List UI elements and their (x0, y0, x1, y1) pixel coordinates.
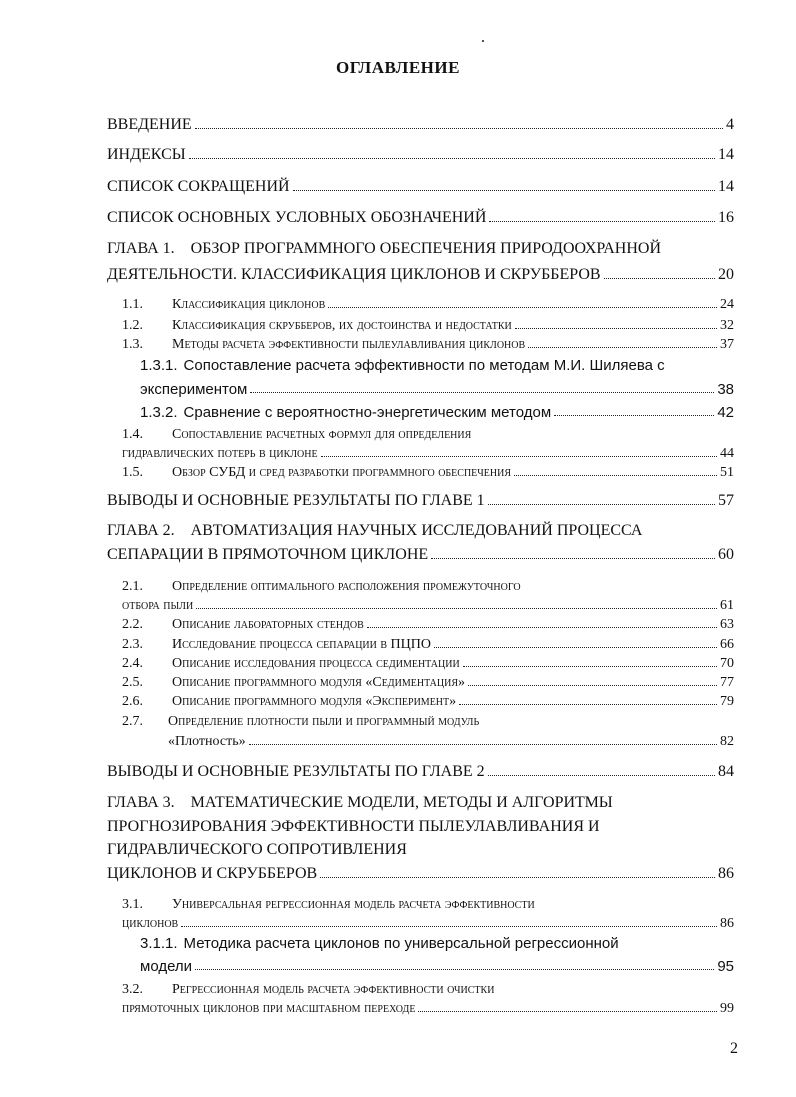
toc-subsection-3-1-1[interactable] (140, 935, 734, 952)
toc-section-1-3[interactable] (122, 337, 734, 353)
toc-section-2-5[interactable] (122, 675, 734, 691)
toc-entry-indices[interactable] (107, 146, 734, 164)
toc-section-1-2[interactable] (122, 318, 734, 334)
dot-leader (249, 744, 717, 745)
section-number: 3.1. (122, 897, 143, 912)
toc-entry-label: МАТЕМАТИЧЕСКИЕ МОДЕЛИ, МЕТОДЫ И АЛГОРИТМЫ (190, 794, 613, 811)
page-title: ОГЛАВЛЕНИЕ (336, 58, 460, 77)
toc-section-2-6[interactable] (122, 694, 734, 710)
toc-entry-label: ГИДРАВЛИЧЕСКОГО СОПРОТИВЛЕНИЯ (107, 841, 407, 858)
subsection-number: 3.1.1. (140, 935, 178, 952)
toc-entry-page: 70 (720, 656, 734, 671)
toc-entry-label: Регрессионная модель расчета эффективности очистки (172, 982, 495, 997)
dot-leader (189, 158, 715, 159)
dot-leader (196, 608, 717, 609)
toc-entry-label: Обзор СУБД и сред разработки программного обеспечения (172, 465, 511, 480)
toc-entry-label: ЦИКЛОНОВ И СКРУББЕРОВ (107, 865, 318, 882)
toc-chapter-1-heading-cont[interactable] (107, 266, 734, 284)
toc-entry-page: 37 (720, 337, 734, 352)
toc-entry-page: 99 (720, 1001, 734, 1016)
dot-leader (515, 328, 717, 329)
toc-entry-label: «Плотность» (168, 734, 246, 749)
dot-leader (320, 877, 715, 878)
section-number: 1.1. (122, 297, 143, 312)
toc-chapter-2-heading-cont[interactable] (107, 546, 734, 564)
toc-chapter-2-heading[interactable] (107, 522, 734, 540)
toc-entry-introduction[interactable] (107, 116, 734, 134)
toc-entry-label: Методика расчета циклонов по универсальной регрессионной (183, 935, 619, 952)
toc-entry-page: 95 (717, 958, 734, 975)
toc-subsection-1-3-1-cont[interactable] (140, 381, 734, 398)
toc-entry-label: Сопоставление расчета эффективности по методам М.И. Шиляева с (183, 357, 665, 374)
toc-entry-page: 63 (720, 617, 734, 632)
toc-section-1-1[interactable] (122, 297, 734, 313)
toc-entry-page: 16 (718, 209, 734, 226)
page-number: 2 (730, 1040, 738, 1057)
section-number: 3.2. (122, 982, 143, 997)
toc-entry-page: 86 (718, 865, 734, 882)
toc-entry-label: ВЫВОДЫ И ОСНОВНЫЕ РЕЗУЛЬТАТЫ ПО ГЛАВЕ 2 (107, 763, 485, 780)
toc-chapter-3-heading[interactable] (107, 794, 734, 812)
dot-leader (528, 347, 717, 348)
toc-section-2-7-cont[interactable] (168, 734, 734, 750)
toc-entry-label: Сопоставление расчетных формул для определения (172, 427, 472, 442)
dot-leader (293, 190, 715, 191)
dot-leader (328, 307, 717, 308)
toc-entry-label: Описание программного модуля «Седиментация» (172, 675, 466, 690)
toc-section-1-4[interactable] (122, 427, 734, 443)
toc-entry-label: экспериментом (140, 381, 248, 398)
scan-speck (482, 40, 484, 42)
chapter-number: ГЛАВА 1. (107, 240, 175, 257)
section-number: 2.1. (122, 579, 143, 594)
dot-leader (195, 128, 723, 129)
toc-entry-label: гидравлических потерь в циклоне (122, 446, 318, 461)
toc-entry-conclusions-1[interactable] (107, 492, 734, 510)
toc-entry-conclusions-2[interactable] (107, 763, 734, 781)
dot-leader (418, 1011, 717, 1012)
section-number: 2.4. (122, 656, 143, 671)
dot-leader (459, 704, 717, 705)
toc-entry-page: 82 (720, 734, 734, 749)
dot-leader (250, 392, 714, 393)
section-number: 2.3. (122, 637, 143, 652)
toc-entry-label: Определение плотности пыли и программный модуль (168, 714, 480, 729)
dot-leader (489, 221, 715, 222)
section-number: 2.2. (122, 617, 143, 632)
toc-section-2-4[interactable] (122, 656, 734, 672)
toc-chapter-3-heading-cont[interactable] (107, 841, 734, 859)
toc-subsection-1-3-1[interactable] (140, 357, 734, 374)
dot-leader (604, 278, 715, 279)
section-number: 2.6. (122, 694, 143, 709)
chapter-number: ГЛАВА 2. (107, 522, 175, 539)
chapter-number: ГЛАВА 3. (107, 794, 175, 811)
toc-entry-label: ПРОГНОЗИРОВАНИЯ ЭФФЕКТИВНОСТИ ПЫЛЕУЛАВЛИВАНИЯ И (107, 818, 600, 835)
toc-entry-page: 24 (720, 297, 734, 312)
toc-entry-label: прямоточных циклонов при масштабном переходе (122, 1001, 416, 1016)
toc-entry-page: 38 (717, 381, 734, 398)
toc-entry-notation[interactable] (107, 209, 734, 227)
dot-leader (468, 685, 717, 686)
section-number: 2.7. (122, 714, 143, 729)
toc-entry-page: 77 (720, 675, 734, 690)
section-number: 1.3. (122, 337, 143, 352)
toc-entry-page: 86 (720, 916, 734, 931)
toc-section-3-1[interactable] (122, 897, 734, 913)
toc-entry-label: циклонов (122, 916, 179, 931)
section-number: 1.5. (122, 465, 143, 480)
toc-entry-page: 51 (720, 465, 734, 480)
toc-section-2-2[interactable] (122, 617, 734, 633)
subsection-number: 1.3.2. (140, 404, 178, 421)
toc-entry-label: Исследование процесса сепарации в ПЦПО (172, 637, 431, 652)
toc-entry-label: СЕПАРАЦИИ В ПРЯМОТОЧНОМ ЦИКЛОНЕ (107, 546, 429, 563)
dot-leader (195, 969, 714, 970)
toc-entry-page: 4 (726, 116, 734, 133)
toc-entry-label: Определение оптимального расположения промежуточного (172, 579, 521, 594)
toc-section-2-7[interactable] (122, 714, 734, 730)
toc-entry-page: 20 (718, 266, 734, 283)
toc-entry-page: 60 (718, 546, 734, 563)
toc-entry-label: Описание программного модуля «Эксперимент» (172, 694, 457, 709)
toc-entry-label: Методы расчета эффективности пылеулавливания циклонов (172, 337, 526, 352)
toc-entry-label: АВТОМАТИЗАЦИЯ НАУЧНЫХ ИССЛЕДОВАНИЙ ПРОЦЕССА (190, 522, 643, 539)
toc-entry-page: 14 (718, 178, 734, 195)
toc-entry-label: ДЕЯТЕЛЬНОСТИ. КЛАССИФИКАЦИЯ ЦИКЛОНОВ И СКРУББЕРОВ (107, 266, 601, 283)
dot-leader (488, 504, 715, 505)
section-number: 2.5. (122, 675, 143, 690)
toc-subsection-1-3-2[interactable] (140, 404, 734, 421)
toc-section-3-2-cont[interactable] (122, 1001, 734, 1017)
toc-entry-label: Классификация циклонов (172, 297, 326, 312)
toc-entry-label: ВВЕДЕНИЕ (107, 116, 192, 133)
toc-entry-label: Универсальная регрессионная модель расчета эффективности (172, 897, 535, 912)
dot-leader (434, 647, 717, 648)
toc-section-2-3[interactable] (122, 637, 734, 653)
toc-section-1-4-cont[interactable] (122, 446, 734, 462)
toc-section-3-2[interactable] (122, 982, 734, 998)
toc-section-2-1[interactable] (122, 579, 734, 595)
dot-leader (431, 558, 715, 559)
toc-entry-label: СПИСОК ОСНОВНЫХ УСЛОВНЫХ ОБОЗНАЧЕНИЙ (107, 209, 487, 226)
toc-section-2-1-cont[interactable] (122, 598, 734, 614)
toc-entry-abbreviations[interactable] (107, 178, 734, 196)
toc-entry-label: Описание лабораторных стендов (172, 617, 364, 632)
toc-entry-label: Сравнение с вероятностно-энергетическим методом (183, 404, 552, 421)
toc-section-3-1-cont[interactable] (122, 916, 734, 932)
toc-chapter-1-heading[interactable] (107, 240, 734, 258)
toc-entry-page: 84 (718, 763, 734, 780)
section-number: 1.4. (122, 427, 143, 442)
dot-leader (488, 775, 715, 776)
toc-entry-label: Классификация скрубберов, их достоинства и недостатки (172, 318, 512, 333)
toc-entry-page: 44 (720, 446, 734, 461)
toc-entry-page: 14 (718, 146, 734, 163)
dot-leader (181, 926, 717, 927)
toc-entry-page: 57 (718, 492, 734, 509)
toc-entry-label: ИНДЕКСЫ (107, 146, 186, 163)
toc-chapter-3-heading-cont[interactable] (107, 865, 734, 883)
toc-entry-label: отбора пыли (122, 598, 194, 613)
toc-entry-label: СПИСОК СОКРАЩЕНИЙ (107, 178, 290, 195)
toc-entry-page: 32 (720, 318, 734, 333)
dot-leader (463, 666, 717, 667)
dot-leader (321, 456, 717, 457)
toc-subsection-3-1-1-cont[interactable] (140, 958, 734, 975)
dot-leader (367, 627, 717, 628)
toc-entry-label: Описание исследования процесса седиментации (172, 656, 460, 671)
toc-section-1-5[interactable] (122, 465, 734, 481)
toc-entry-label: ОБЗОР ПРОГРАММНОГО ОБЕСПЕЧЕНИЯ ПРИРОДООХРАННОЙ (190, 240, 661, 257)
toc-entry-page: 61 (720, 598, 734, 613)
section-number: 1.2. (122, 318, 143, 333)
dot-leader (554, 415, 714, 416)
subsection-number: 1.3.1. (140, 357, 178, 374)
toc-entry-page: 66 (720, 637, 734, 652)
toc-entry-page: 42 (717, 404, 734, 421)
toc-entry-page: 79 (720, 694, 734, 709)
toc-entry-label: модели (140, 958, 193, 975)
toc-entry-label: ВЫВОДЫ И ОСНОВНЫЕ РЕЗУЛЬТАТЫ ПО ГЛАВЕ 1 (107, 492, 485, 509)
toc-chapter-3-heading-cont[interactable] (107, 818, 734, 836)
dot-leader (514, 475, 717, 476)
